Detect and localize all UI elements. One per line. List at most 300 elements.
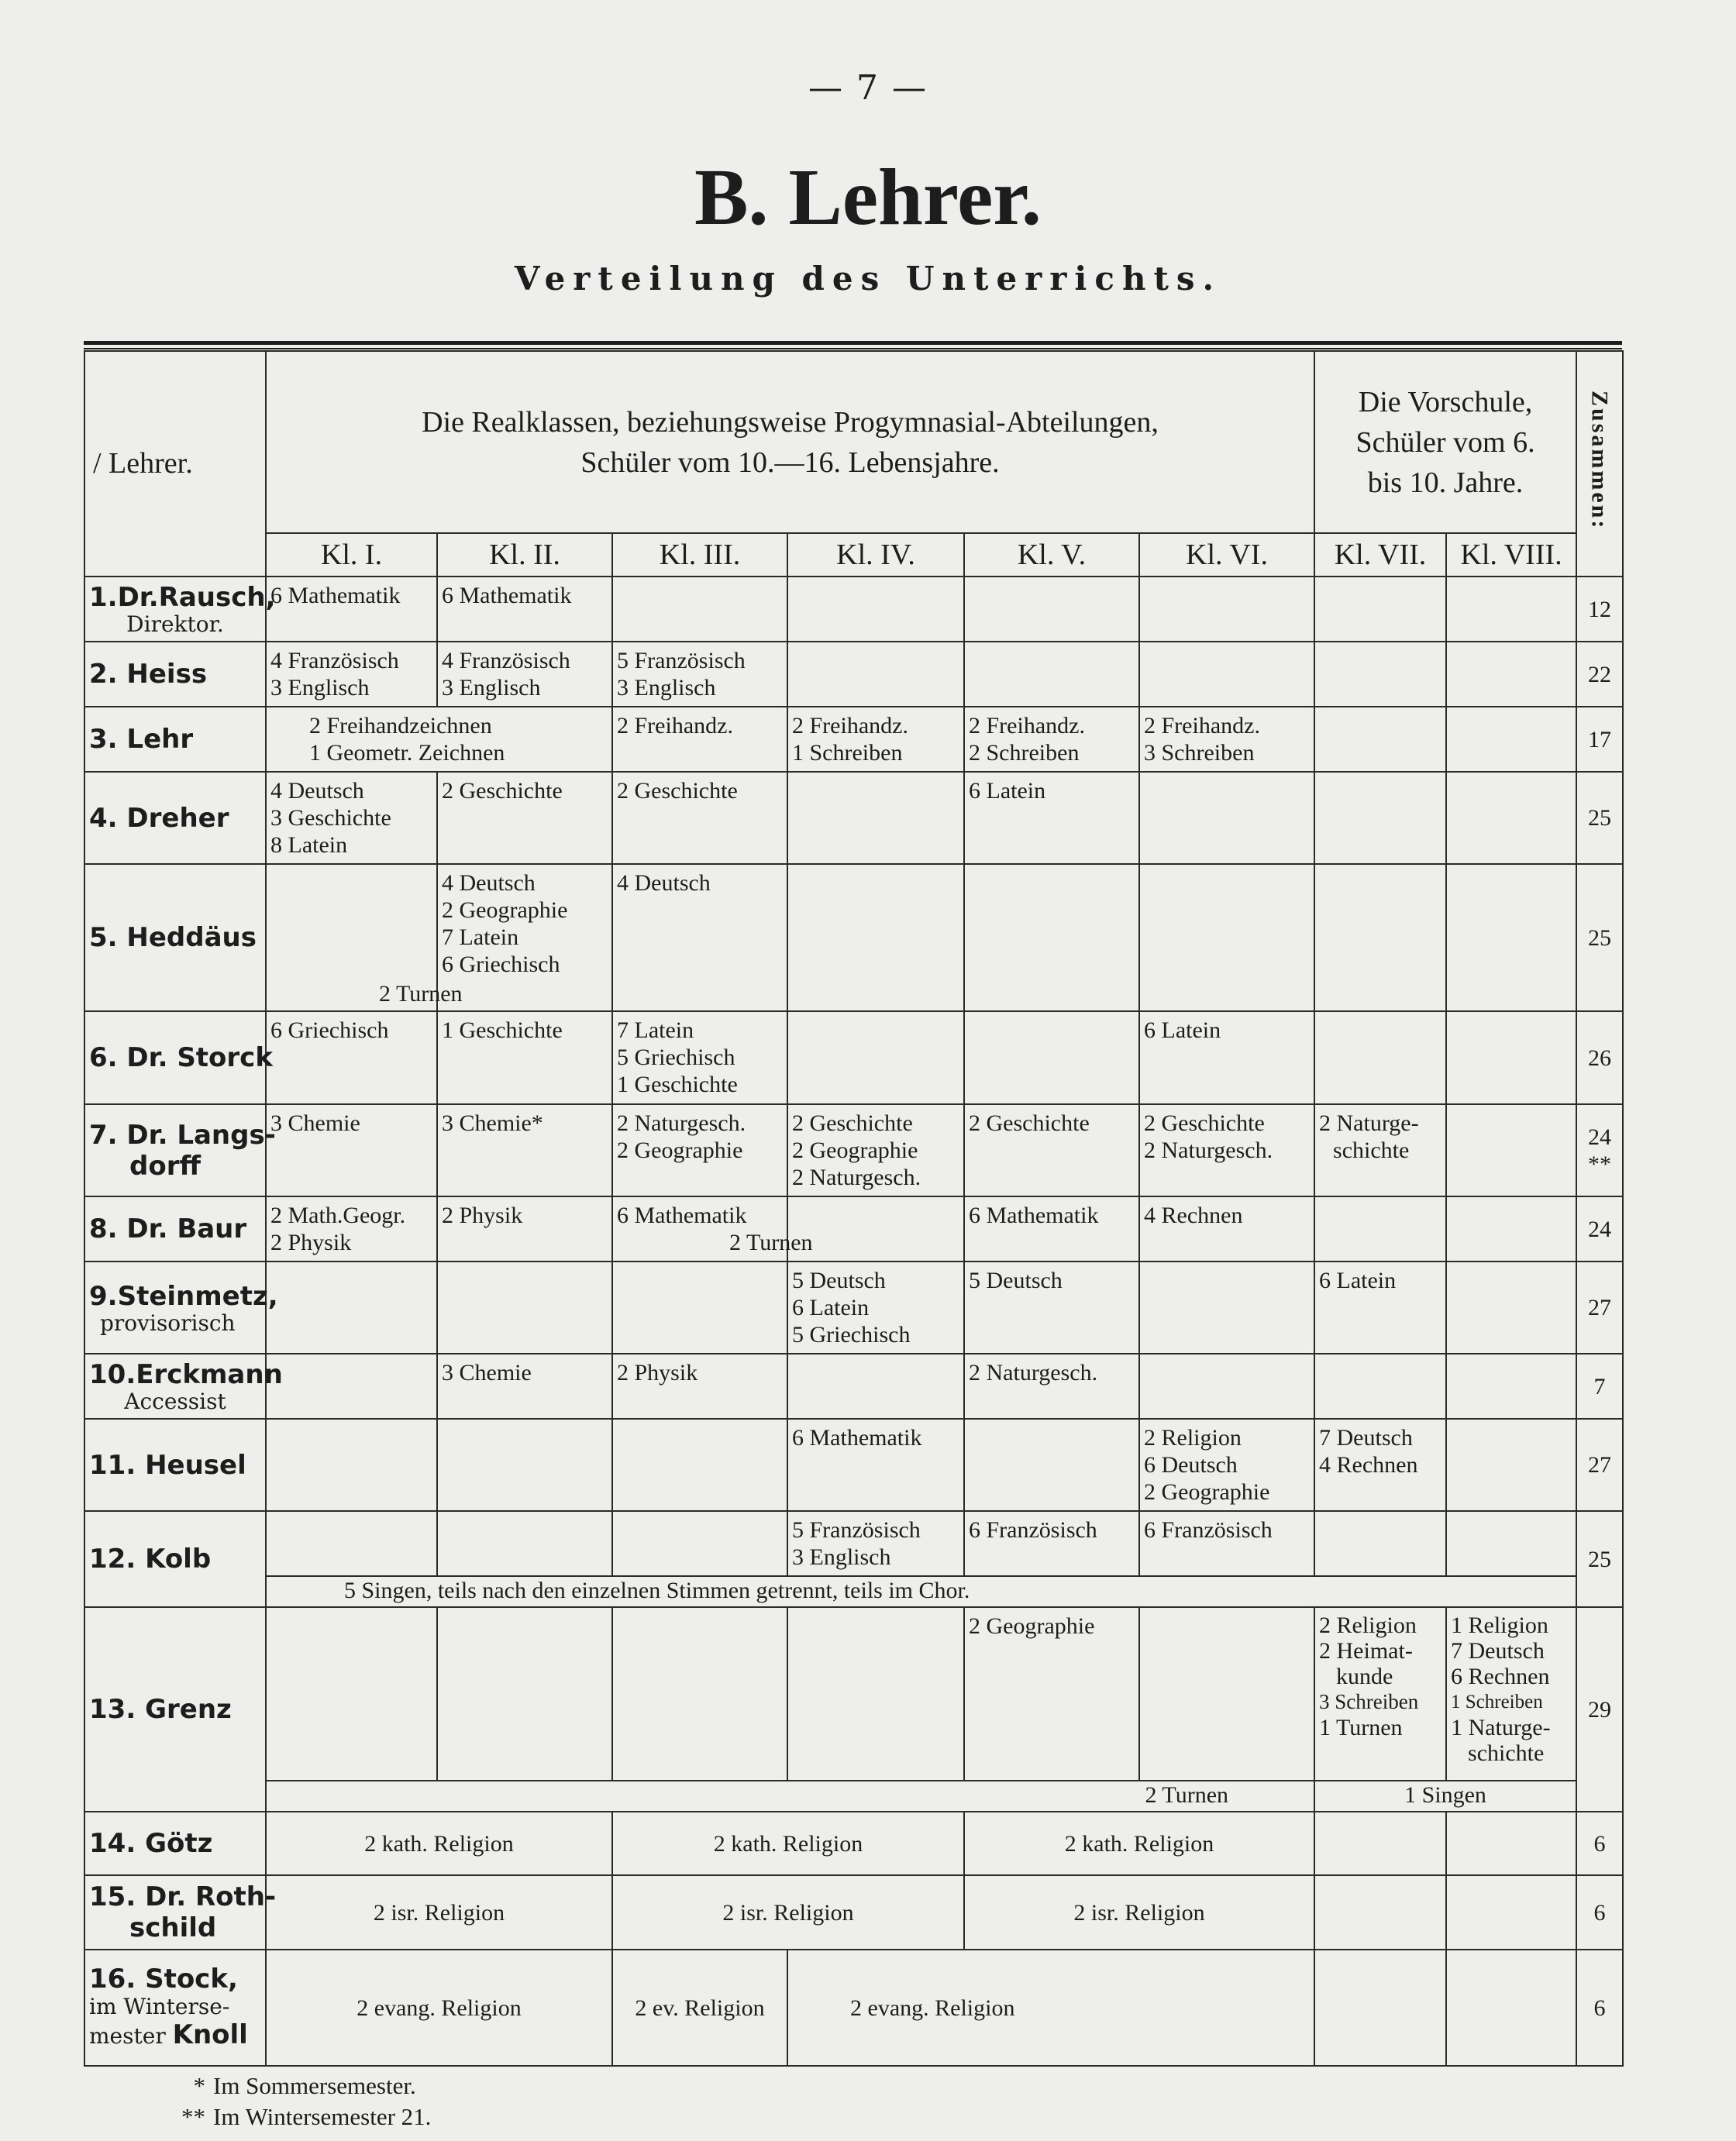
cell-kl6 [1139,1262,1314,1354]
turnen-span: 2 Turnen [379,981,463,1007]
teacher-number: 13. [89,1694,136,1725]
cell-kl5 [964,1196,1139,1262]
cell-kl4 [787,1419,964,1511]
table-row-span [84,1576,1623,1607]
cell-kl1 [266,772,437,864]
subject: 3 Geschichte [270,805,391,831]
teacher-name-cont: dorff [129,1150,202,1182]
subject: 2 Geographie [442,897,568,923]
cell-kl3 [612,1419,787,1511]
header-kl-3: Kl. III. [612,533,787,577]
cell-kl5 [964,1511,1139,1576]
subject: 6 Latein [792,1295,870,1320]
cell-kl8 [1446,1875,1576,1950]
religion-group-2: 2 isr. Religion [612,1875,964,1950]
religion-group-3: 2 isr. Religion [964,1875,1314,1950]
header-kl-6: Kl. VI. [1139,533,1314,577]
cell-kl5 [964,864,1139,1011]
subject: 2 Heimat- [1319,1638,1413,1664]
subject: 5 Deutsch [792,1268,886,1293]
subject: 2 Geographie [617,1138,743,1163]
row-total: 12 [1576,577,1623,642]
subject: 1 Geschichte [617,1072,738,1097]
teacher-number: 12. [89,1544,136,1575]
cell-kl4 [787,707,964,772]
subject: 3 Chemie [442,1360,532,1385]
subject: 1 Schreiben [1451,1692,1543,1712]
teacher-number: 10. [89,1359,136,1390]
religion-group-1: 2 kath. Religion [266,1812,612,1875]
teacher-cell [84,1419,266,1511]
cell-kl5 [964,772,1139,864]
cell-kl2 [437,1262,612,1354]
subject: 2 Geographie [969,1613,1095,1639]
cell-kl4 [787,1011,964,1104]
footnote-mark: ** [181,2103,205,2130]
cell-kl5 [964,707,1139,772]
subject: 6 Latein [1319,1268,1397,1293]
subject: 4 Französisch [442,648,570,673]
page-number: — 7 — [808,68,928,108]
teacher-cell [84,1196,266,1262]
footnotes [159,2070,431,2132]
teacher-cell [84,577,276,642]
subject: 3 Chemie* [442,1110,543,1136]
teacher-number: 3. [89,724,118,755]
teacher-role: provisorisch [100,1310,236,1336]
subject: 2 Freihandzeichnen [309,713,492,738]
cell-kl1 [266,1104,437,1196]
subject: 5 Französisch [792,1517,921,1543]
total-value: 24 [1588,1124,1612,1150]
subject: 2 Freihandz. [617,713,733,738]
cell-kl5 [964,577,1139,642]
subject: 7 Deutsch [1319,1425,1413,1451]
table-row [84,642,1623,707]
row-total: 26 [1576,1011,1623,1104]
teacher-number: 8. [89,1213,118,1244]
cell-kl5 [964,1607,1139,1781]
cell-kl4 [787,1354,964,1419]
cell-kl5 [964,1104,1139,1196]
cell-kl5 [964,1354,1139,1419]
subject: 2 Naturgesch. [1144,1138,1273,1163]
subject: 2 Religion [1144,1425,1242,1451]
table-row [84,1875,1623,1950]
footnote-text: Im Wintersemester 21. [213,2103,432,2130]
subject: 6 Rechnen [1451,1664,1550,1689]
cell-kl2 [437,642,612,707]
cell-kl4 [787,642,964,707]
row-total: 25 [1576,864,1623,1011]
subject: 4 Deutsch [617,870,711,896]
cell-kl5 [964,1419,1139,1511]
table-row [84,1950,1623,2066]
subject: 6 Deutsch [1144,1452,1238,1478]
cell-kl7 [1314,577,1446,642]
cell-kl6 [1139,642,1314,707]
cell-kl2 [437,1196,612,1262]
header-realklassen-line2: Schüler vom 10.—16. Lebensjahre. [580,446,1000,479]
teacher-name: Dreher [126,802,229,834]
cell-kl4 [787,772,964,864]
teaching-distribution-table [84,350,1624,2067]
subject: 1 Turnen [1319,1715,1403,1740]
subject: 2 Geschichte [442,778,563,804]
cell-kl3 [612,707,787,772]
cell-kl1 [266,1011,437,1104]
subject: 2 Physik [617,1360,698,1385]
cell-kl2 [437,1011,612,1104]
cell-kl1-2 [266,707,612,772]
cell-kl3 [612,864,787,1011]
cell-kl7 [1314,1011,1446,1104]
subject: 2 Schreiben [969,740,1080,766]
subject: 6 Französisch [1144,1517,1273,1543]
cell-kl1 [266,1511,437,1576]
teacher-number: 16. [89,1964,136,1995]
cell-kl7 [1314,1196,1446,1262]
row-total: 17 [1576,707,1623,772]
cell-kl2 [437,577,612,642]
teacher-number: 6. [89,1042,118,1073]
teacher-cell [84,642,266,707]
header-vorschule-line2: Schüler vom 6. [1355,425,1535,459]
header-realklassen-line1: Die Realklassen, beziehungsweise Progymnasial-Abteilungen, [422,405,1159,439]
row-total: 25 [1576,1511,1623,1607]
cell-kl8 [1446,1104,1576,1196]
cell-kl8 [1446,577,1576,642]
footnote [159,2070,431,2101]
teacher-name: Heddäus [126,922,257,953]
subject: 1 Schreiben [792,740,903,766]
teacher-name-cont: schild [129,1912,217,1943]
row-total: 25 [1576,772,1623,864]
religion-group-3: 2 kath. Religion [964,1812,1314,1875]
table-row [84,772,1623,864]
subject: 2 Math.Geogr. [270,1203,406,1228]
subject: 2 Freihandz. [1144,713,1260,738]
cell-kl2 [437,1354,612,1419]
grenz-turnen-span [266,1781,1314,1812]
cell-kl1 [266,1419,437,1511]
cell-kl2 [437,1511,612,1576]
cell-kl7 [1314,1354,1446,1419]
teacher-number: 2. [89,659,118,690]
teacher-number: 7. [89,1119,118,1151]
subject: 3 Englisch [442,675,541,700]
cell-kl8 [1446,1607,1576,1781]
cell-kl6 [1139,1511,1314,1576]
subject: 2 Naturgesch. [969,1360,1098,1385]
teacher-name: Kolb [145,1544,212,1575]
subject: 3 Englisch [270,675,370,700]
teacher-cell [84,864,266,1011]
subject: 2 Geschichte [969,1110,1090,1136]
subject: 6 Französisch [969,1517,1097,1543]
table-row [84,1607,1623,1781]
cell-kl6 [1139,707,1314,772]
cell-kl6 [1139,1607,1314,1781]
table-row [84,707,1623,772]
subject: 8 Latein [270,832,348,858]
teacher-role: Direktor. [126,611,224,637]
cell-kl3 [612,1011,787,1104]
teacher-name: Heiss [126,659,208,690]
cell-kl1 [266,642,437,707]
subject: 7 Latein [442,924,519,950]
row-total [1576,1104,1623,1196]
row-total: 6 [1576,1875,1623,1950]
header-kl-8: Kl. VIII. [1446,533,1576,577]
page-title: B. Lehrer. [694,153,1042,242]
cell-kl3 [612,642,787,707]
cell-kl8 [1446,1812,1576,1875]
teacher-cell [84,1812,266,1875]
cell-kl4 [787,1262,964,1354]
table-row-span [84,1781,1623,1812]
header-kl-7: Kl. VII. [1314,533,1446,577]
grenz-singen-text: 1 Singen [1404,1782,1486,1808]
teacher-cell [84,707,266,772]
grenz-turnen-text: 2 Turnen [1145,1782,1229,1808]
subject: 2 Geschichte [617,778,738,804]
singen-span-text: 5 Singen, teils nach den einzelnen Stimmen getrennt, teils im Chor. [344,1578,970,1603]
cell-kl5 [964,642,1139,707]
table-row [84,864,1623,1011]
cell-kl7 [1314,1511,1446,1576]
row-total: 22 [1576,642,1623,707]
teacher-cell [84,1950,266,2066]
top-rule-thick [84,341,1622,345]
teacher-name: Dr. Storck [126,1042,273,1073]
subject: 2 Geschichte [792,1110,913,1136]
row-total: 7 [1576,1354,1623,1419]
cell-kl1 [266,864,463,1011]
subject: 4 Deutsch [270,778,364,804]
header-vorschule-line1: Die Vorschule, [1358,385,1533,418]
subject: 1 Religion [1451,1613,1548,1638]
subject: 4 Deutsch [442,870,536,896]
subject: 1 Naturge- [1451,1715,1551,1740]
cell-kl3 [612,1196,813,1262]
cell-kl7 [1314,1950,1446,2066]
subject: 6 Mathematik [792,1425,922,1451]
cell-kl6 [1139,864,1314,1011]
subject: schichte [1468,1740,1545,1766]
table-row [84,1511,1623,1576]
subject: 5 Französisch [617,648,746,673]
row-total: 6 [1576,1950,1623,2066]
header-kl-2: Kl. II. [437,533,612,577]
teacher-name: Götz [145,1828,213,1859]
teacher-cell [84,1511,266,1607]
cell-kl7 [1314,1262,1446,1354]
cell-kl7 [1314,1875,1446,1950]
cell-kl2 [437,1419,612,1511]
header-zusammen [1576,351,1623,577]
teacher-number: 9. [89,1280,118,1312]
cell-kl8 [1446,1262,1576,1354]
subject: 6 Latein [969,778,1046,804]
subject: 6 Latein [1144,1017,1221,1043]
teacher-name: Dr.Rausch, [117,582,276,613]
teacher-number: 15. [89,1881,136,1912]
teacher-name: Dr. Roth- [145,1881,277,1912]
cell-kl4 [787,1104,964,1196]
cell-kl1 [266,1354,437,1419]
cell-kl7 [1314,864,1446,1011]
teacher-cell [84,1011,273,1104]
cell-kl6 [1139,772,1314,864]
teacher-cell [84,1607,266,1812]
table-row [84,1104,1623,1196]
cell-kl8 [1446,1011,1576,1104]
cell-kl4 [787,1196,964,1262]
teacher-number: 11. [89,1449,136,1481]
cell-kl8 [1446,642,1576,707]
footnote-text: Im Sommersemester. [213,2072,416,2099]
subject: 4 Rechnen [1144,1203,1243,1228]
cell-kl4 [787,1607,964,1781]
cell-kl8 [1446,1950,1576,2066]
cell-kl1 [266,1262,437,1354]
header-row-classes [84,533,1623,577]
subject: 6 Mathematik [969,1203,1099,1228]
cell-kl7 [1314,642,1446,707]
header-zusammen-label: Zusammen: [1586,391,1613,531]
cell-kl8 [1446,1419,1576,1511]
teacher-role: Accessist [124,1389,226,1414]
cell-kl4 [787,577,964,642]
total-footnote-mark: ** [1588,1151,1612,1177]
turnen-span: 2 Turnen [729,1230,813,1255]
table-row [84,1196,1623,1262]
cell-kl7 [1314,1419,1446,1511]
header-kl-5: Kl. V. [964,533,1139,577]
cell-kl1 [266,577,437,642]
teacher-number: 4. [89,802,118,834]
subject: 2 Geographie [1144,1479,1270,1505]
cell-kl1 [266,1607,437,1781]
page-subtitle: Verteilung des Unterrichts. [514,260,1222,298]
subject: 5 Griechisch [792,1322,911,1348]
subject: 2 Religion [1319,1613,1417,1638]
cell-kl1 [266,1196,437,1262]
cell-kl8 [1446,864,1576,1011]
subject: 3 Chemie [270,1110,360,1136]
cell-kl2 [437,772,612,864]
teacher-cell [84,772,266,864]
teacher-name-winter: Knoll [172,2019,248,2050]
subject: schichte [1333,1138,1410,1163]
cell-kl7 [1314,1104,1446,1196]
teacher-number: 1. [89,582,118,613]
cell-kl4 [787,1511,964,1576]
religion-group-1: 2 evang. Religion [266,1950,612,2066]
teacher-name: Steinmetz, [117,1280,278,1312]
header-row-groups [84,351,1623,533]
table-row [84,1812,1623,1875]
teacher-name: Grenz [145,1694,232,1725]
teacher-name: Erckmann [136,1359,283,1390]
top-rule-thin [84,348,1622,349]
subject: 2 Naturgesch. [617,1110,746,1136]
header-kl-4: Kl. IV. [787,533,964,577]
religion-group-2: 2 ev. Religion [612,1950,787,2066]
header-vorschule [1314,351,1576,533]
subject: 1 Geschichte [442,1017,563,1043]
subject: 3 Englisch [617,675,716,700]
teacher-note [89,2021,261,2050]
teacher-name: Dr. Langs- [126,1119,276,1151]
cell-kl2 [437,864,612,1011]
subject: 5 Deutsch [969,1268,1063,1293]
subject: 6 Mathematik [270,583,401,608]
cell-kl8 [1446,1511,1576,1576]
cell-kl3 [612,772,787,864]
row-total: 6 [1576,1812,1623,1875]
teacher-note-text: mester [89,2023,166,2049]
cell-kl4 [787,864,964,1011]
row-total: 27 [1576,1262,1623,1354]
cell-kl3 [612,1511,787,1576]
subject: 3 Englisch [792,1544,891,1570]
cell-kl8 [1446,707,1576,772]
cell-kl8 [1446,1196,1576,1262]
cell-kl6 [1139,1354,1314,1419]
subject: 2 Naturge- [1319,1110,1419,1136]
cell-kl7 [1314,1812,1446,1875]
subject: 3 Schreiben [1144,740,1255,766]
subject: 6 Griechisch [270,1017,389,1043]
subject: 2 Physik [442,1203,523,1228]
subject: 2 Freihandz. [969,713,1085,738]
header-vorschule-line3: bis 10. Jahre. [1367,466,1524,499]
teacher-cell [84,1875,277,1950]
grenz-singen-span [1314,1781,1576,1812]
header-realklassen [266,351,1314,533]
subject: 6 Griechisch [442,952,560,977]
subject: 4 Rechnen [1319,1452,1418,1478]
table-row [84,1262,1623,1354]
footnote [159,2101,431,2132]
subject: kunde [1336,1664,1393,1689]
subject: 2 Naturgesch. [792,1165,921,1190]
cell-kl6 [1139,577,1314,642]
teacher-cell [84,1354,283,1419]
subject: 2 Geographie [792,1138,918,1163]
cell-kl2 [437,1104,612,1196]
subject: 6 Mathematik [617,1203,747,1228]
cell-kl8 [1446,1354,1576,1419]
subject: 2 Physik [270,1230,352,1255]
teacher-cell [84,1262,278,1354]
teacher-note: im Winterse- [89,1994,230,2019]
subject: 6 Mathematik [442,583,572,608]
cell-kl6 [1139,1011,1314,1104]
cell-kl3 [612,1354,787,1419]
cell-kl2 [437,1607,612,1781]
teacher-cell [84,1104,276,1196]
teacher-name: Heusel [145,1449,246,1481]
cell-kl3 [612,1262,787,1354]
row-total: 24 [1576,1196,1623,1262]
religion-group-1: 2 isr. Religion [266,1875,612,1950]
table-row [84,1354,1623,1419]
teacher-name: Stock, [145,1964,238,1995]
cell-kl3 [612,577,787,642]
